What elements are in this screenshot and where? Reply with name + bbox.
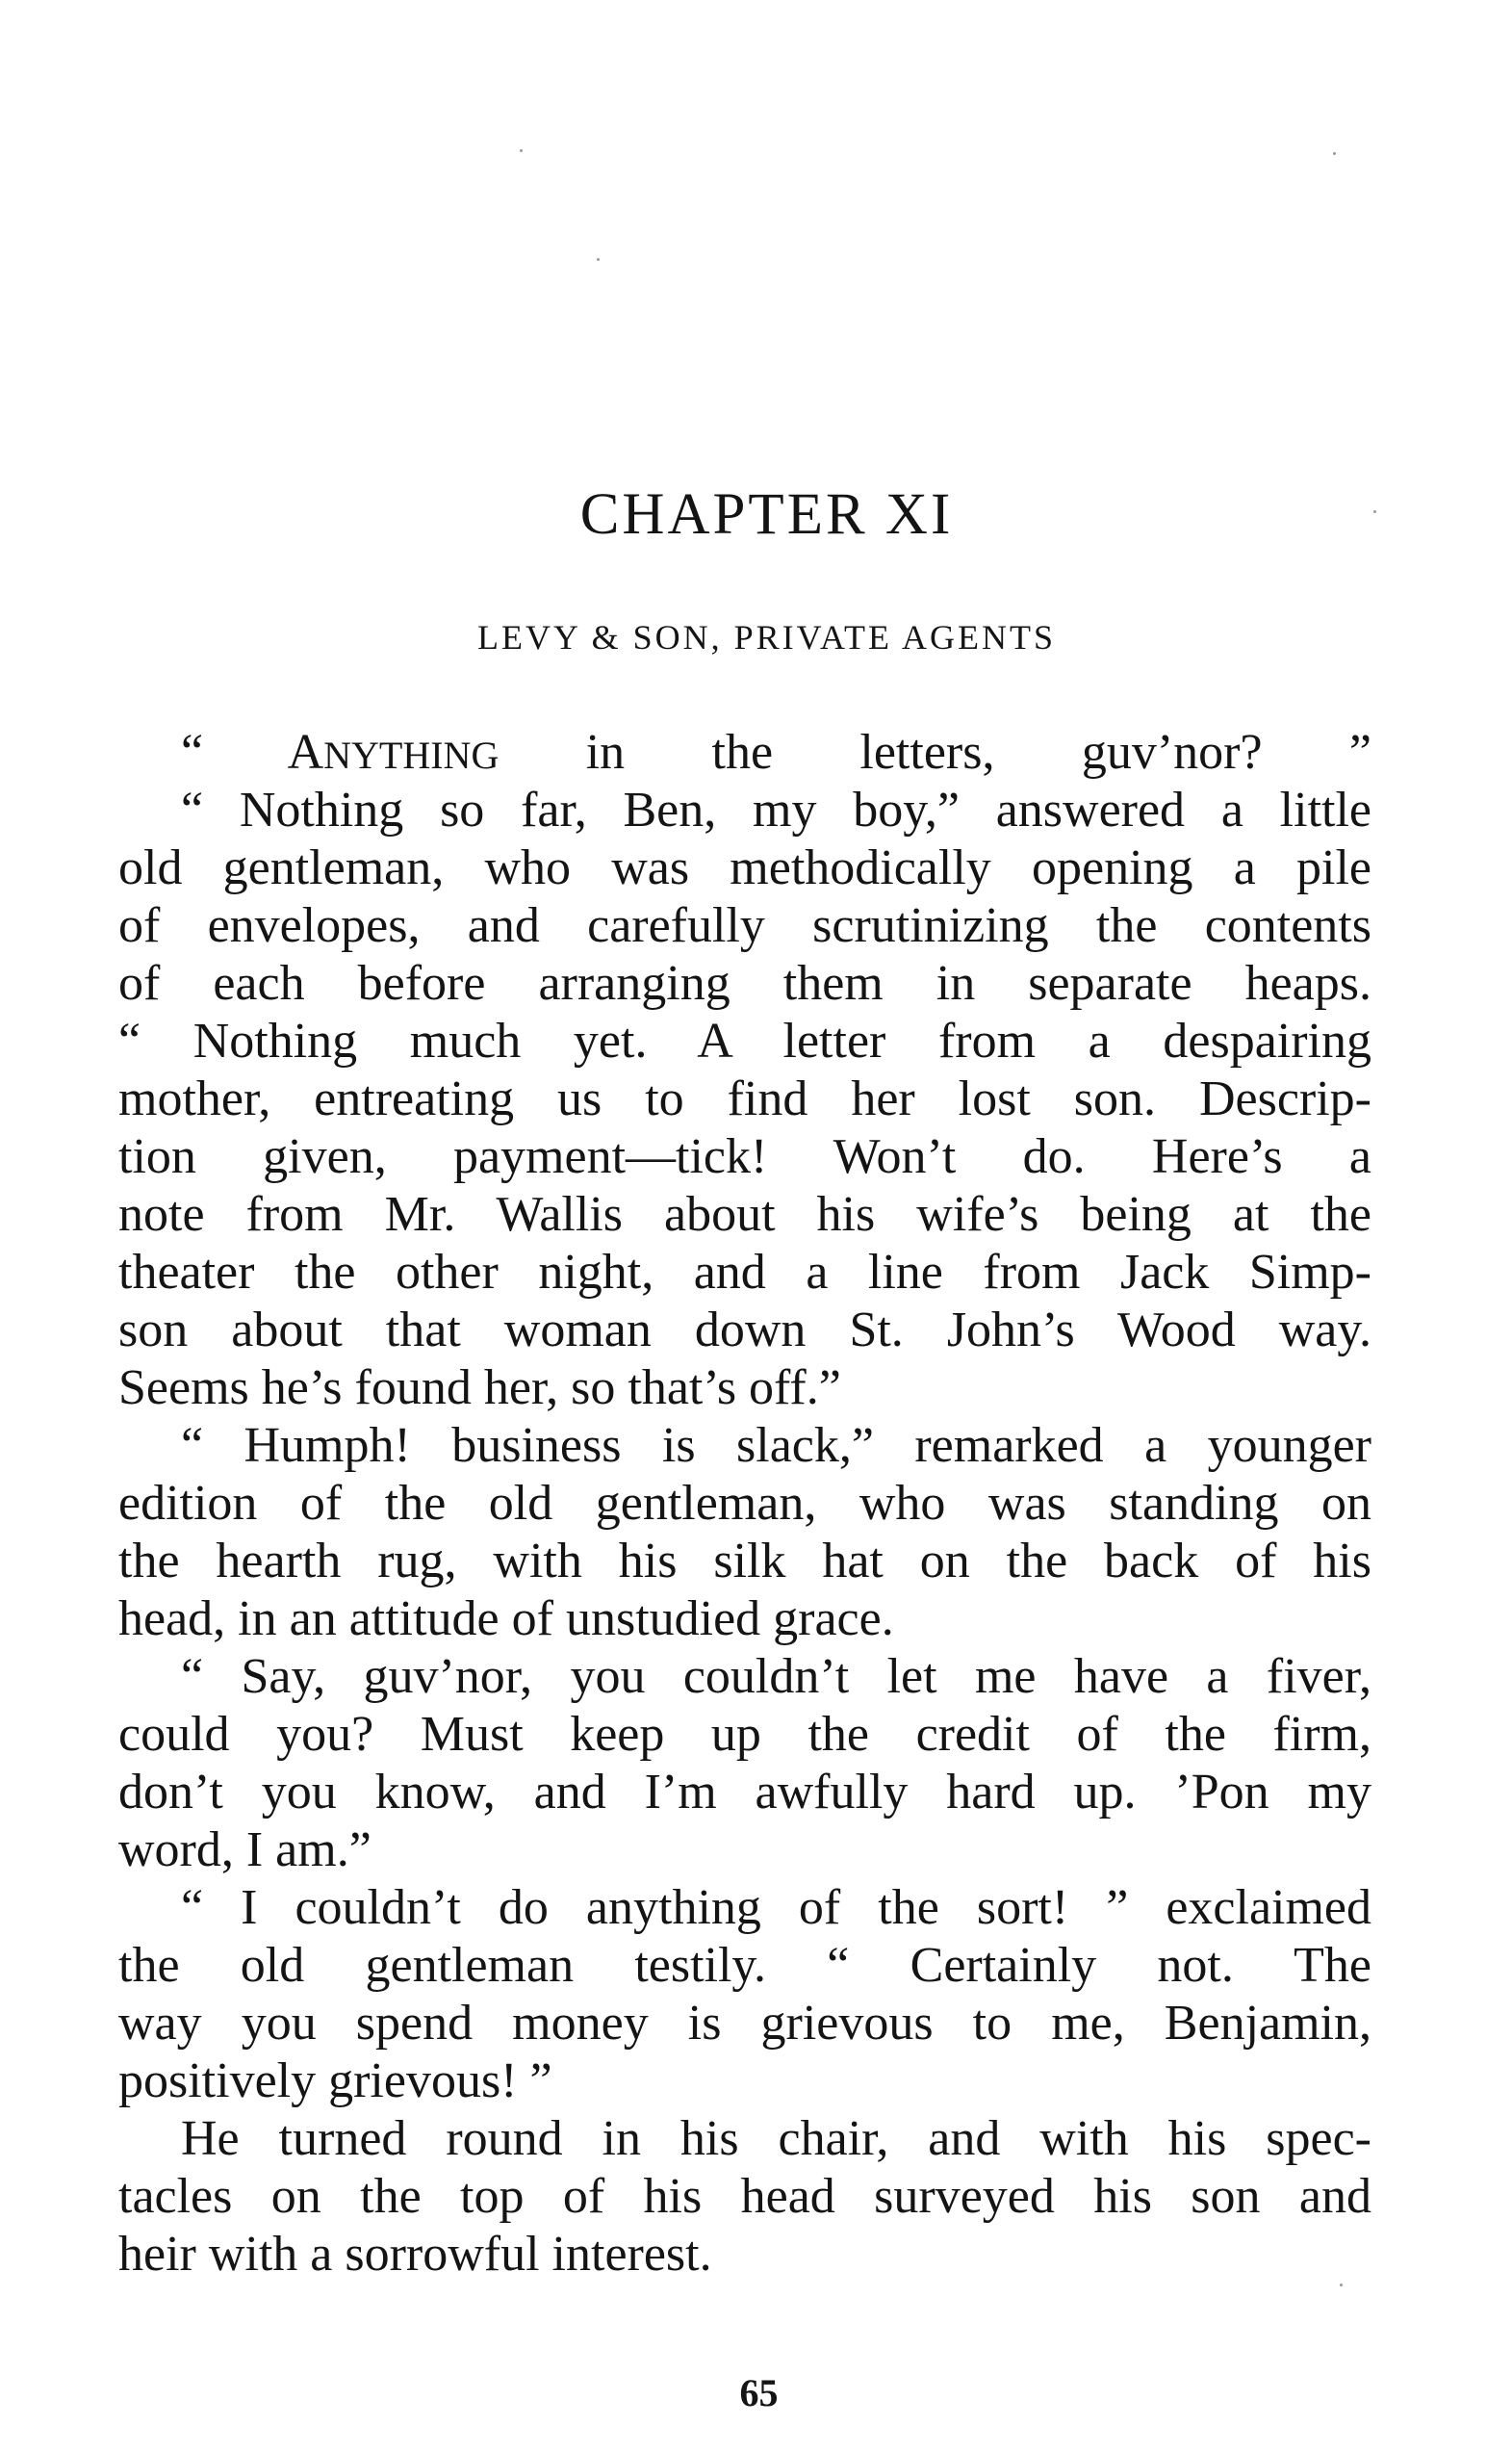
text-line: “ Humph! business is slack,” remarked a younger	[181, 1418, 1371, 1473]
text-line: tion given, payment—tick! Won’t do. Here’s a	[118, 1129, 1371, 1184]
text-line: old gentleman, who was methodically opening a pile	[118, 840, 1371, 895]
text-line: mother, entreating us to find her lost son. Descrip-	[118, 1071, 1371, 1126]
small-caps-word: NYTHING	[323, 734, 500, 777]
text-line: Seems he’s found her, so that’s off.”	[118, 1360, 841, 1415]
print-speck	[520, 149, 523, 152]
text-line: positively grievous! ”	[118, 2053, 552, 2108]
page-number: 65	[739, 2371, 779, 2414]
text-line: word, I am.”	[118, 1822, 372, 1877]
text-line: “ Say, guv’nor, you couldn’t let me have a fiver,	[181, 1649, 1371, 1704]
text-line: edition of the old gentleman, who was standing on	[118, 1476, 1371, 1531]
text-line: He turned round in his chair, and with his spec-	[181, 2111, 1371, 2166]
print-speck	[597, 258, 600, 261]
chapter-subtitle: LEVY & SON, PRIVATE AGENTS	[476, 618, 1057, 657]
print-speck	[1333, 152, 1336, 155]
text-line: note from Mr. Wallis about his wife’s being at the	[118, 1187, 1371, 1242]
text-line: the old gentleman testily. “ Certainly not. The	[118, 1938, 1371, 1993]
text-line: “ I couldn’t do anything of the sort! ” exclaimed	[181, 1880, 1371, 1935]
line-rest: in the letters, guv’nor? ”	[499, 725, 1371, 780]
text-line: tacles on the top of his head surveyed his son and	[118, 2169, 1371, 2224]
text-line: head, in an attitude of unstudied grace.	[118, 1591, 894, 1646]
text-line: the hearth rug, with his silk hat on the back of his	[118, 1534, 1371, 1588]
text-line: don’t you know, and I’m awfully hard up. ’Pon my	[118, 1765, 1371, 1820]
text-line: theater the other night, and a line from Jack Simp-	[118, 1245, 1371, 1300]
text-line: heir with a sorrowful interest.	[118, 2227, 712, 2282]
text-line: of each before arranging them in separate heaps.	[118, 956, 1371, 1011]
text-line: of envelopes, and carefully scrutinizing the contents	[118, 898, 1371, 953]
chapter-title: CHAPTER XI	[579, 482, 954, 547]
text-line: “ Nothing much yet. A letter from a despairing	[118, 1014, 1371, 1069]
quote-open: “	[181, 725, 288, 780]
text-line: way you spend money is grievous to me, Benjamin,	[118, 1996, 1371, 2051]
text-line: could you? Must keep up the credit of the firm,	[118, 1707, 1371, 1762]
text-line: “ Nothing so far, Ben, my boy,” answered a little	[181, 783, 1371, 838]
small-caps-initial: A	[287, 725, 324, 780]
text-line	[181, 724, 1371, 785]
text-line: son about that woman down St. John’s Wood way.	[118, 1303, 1371, 1357]
print-speck	[1340, 2284, 1343, 2286]
